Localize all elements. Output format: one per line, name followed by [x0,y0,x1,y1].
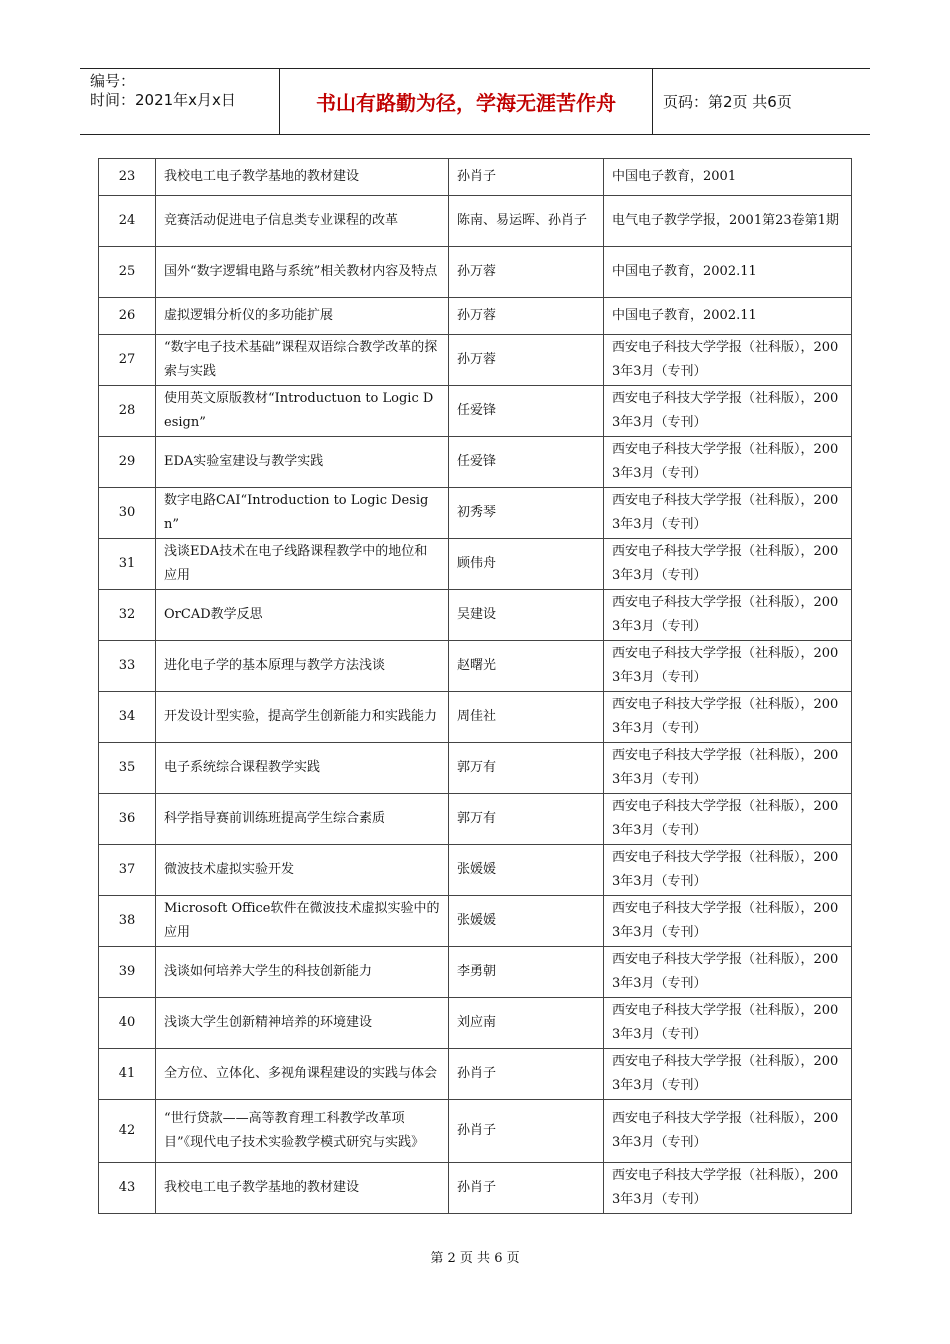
row-number: 36 [99,794,156,845]
row-number: 43 [99,1163,156,1214]
row-number: 30 [99,488,156,539]
row-author: 赵曙光 [449,641,604,692]
row-title: 科学指导赛前训练班提高学生综合素质 [156,794,449,845]
row-number: 23 [99,159,156,196]
row-author: 孙万蓉 [449,298,604,335]
row-source: 西安电子科技大学学报（社科版），2003年3月（专刊） [604,386,852,437]
table-row [99,488,852,539]
row-number: 34 [99,692,156,743]
row-author: 孙肖子 [449,1049,604,1100]
row-source: 西安电子科技大学学报（社科版），2003年3月（专刊） [604,1049,852,1100]
row-author: 孙万蓉 [449,247,604,298]
row-title: 虚拟逻辑分析仪的多功能扩展 [156,298,449,335]
row-number: 42 [99,1100,156,1163]
row-source: 中国电子教育，2002.11 [604,247,852,298]
row-source: 西安电子科技大学学报（社科版），2003年3月（专刊） [604,743,852,794]
header-motto: 书山有路勤为径，学海无涯苦作舟 [280,69,653,134]
table-row [99,196,852,247]
row-number: 37 [99,845,156,896]
publication-table [98,158,852,1214]
date-label: 时间：2021年x月x日 [90,91,236,109]
row-number: 41 [99,1049,156,1100]
table-row [99,1049,852,1100]
row-source: 西安电子科技大学学报（社科版），2003年3月（专刊） [604,488,852,539]
row-number: 28 [99,386,156,437]
row-source: 西安电子科技大学学报（社科版），2003年3月（专刊） [604,947,852,998]
row-number: 33 [99,641,156,692]
row-number: 39 [99,947,156,998]
row-number: 25 [99,247,156,298]
row-source: 西安电子科技大学学报（社科版），2003年3月（专刊） [604,845,852,896]
row-source: 西安电子科技大学学报（社科版），2003年3月（专刊） [604,794,852,845]
row-title: 全方位、立体化、多视角课程建设的实践与体会 [156,1049,449,1100]
row-title: 数字电路CAI“Introduction to Logic Design” [156,488,449,539]
row-title: 我校电工电子教学基地的教材建设 [156,159,449,196]
row-author: 孙肖子 [449,159,604,196]
header-meta [80,69,280,134]
row-source: 西安电子科技大学学报（社科版），2003年3月（专刊） [604,896,852,947]
row-author: 刘应南 [449,998,604,1049]
table-row [99,298,852,335]
row-number: 24 [99,196,156,247]
row-author: 孙万蓉 [449,335,604,386]
row-title: 微波技术虚拟实验开发 [156,845,449,896]
row-author: 孙肖子 [449,1100,604,1163]
code-label: 编号： [90,72,136,90]
row-source: 电气电子教学学报，2001第23卷第1期 [604,196,852,247]
table-row [99,335,852,386]
row-source: 西安电子科技大学学报（社科版），2003年3月（专刊） [604,998,852,1049]
table-row [99,743,852,794]
row-title: 浅谈EDA技术在电子线路课程教学中的地位和应用 [156,539,449,590]
row-author: 顾伟舟 [449,539,604,590]
row-source: 西安电子科技大学学报（社科版），2003年3月（专刊） [604,590,852,641]
row-author: 任爱锋 [449,437,604,488]
row-author: 孙肖子 [449,1163,604,1214]
row-title: 浅谈大学生创新精神培养的环境建设 [156,998,449,1049]
row-number: 26 [99,298,156,335]
row-source: 中国电子教育，2002.11 [604,298,852,335]
row-title: 国外“数字逻辑电路与系统”相关教材内容及特点 [156,247,449,298]
row-title: 电子系统综合课程教学实践 [156,743,449,794]
row-title: 开发设计型实验，提高学生创新能力和实践能力 [156,692,449,743]
row-number: 32 [99,590,156,641]
table-row [99,692,852,743]
row-author: 郭万有 [449,794,604,845]
row-number: 40 [99,998,156,1049]
row-source: 西安电子科技大学学报（社科版），2003年3月（专刊） [604,1163,852,1214]
table-row [99,947,852,998]
row-title: Microsoft Office软件在微波技术虚拟实验中的应用 [156,896,449,947]
table-row [99,641,852,692]
row-author: 郭万有 [449,743,604,794]
table-row [99,437,852,488]
table-row [99,998,852,1049]
table-row [99,896,852,947]
row-author: 陈南、易运晖、孙肖子 [449,196,604,247]
page-header [80,68,870,135]
table-row [99,386,852,437]
row-title: 使用英文原版教材“Introductuon to Logic Design” [156,386,449,437]
row-number: 31 [99,539,156,590]
table-row [99,1100,852,1163]
row-source: 西安电子科技大学学报（社科版），2003年3月（专刊） [604,437,852,488]
table-row [99,794,852,845]
row-number: 29 [99,437,156,488]
row-title: EDA实验室建设与教学实践 [156,437,449,488]
publication-table-body [99,159,852,1214]
row-source: 西安电子科技大学学报（社科版），2003年3月（专刊） [604,539,852,590]
row-source: 中国电子教育，2001 [604,159,852,196]
row-title: “世行贷款——高等教育理工科教学改革项目”《现代电子技术实验教学模式研究与实践》 [156,1100,449,1163]
table-row [99,247,852,298]
row-title: 浅谈如何培养大学生的科技创新能力 [156,947,449,998]
table-row [99,159,852,196]
row-author: 张媛媛 [449,896,604,947]
table-row [99,1163,852,1214]
row-title: 竞赛活动促进电子信息类专业课程的改革 [156,196,449,247]
row-source: 西安电子科技大学学报（社科版），2003年3月（专刊） [604,692,852,743]
row-title: 我校电工电子教学基地的教材建设 [156,1163,449,1214]
row-title: 进化电子学的基本原理与教学方法浅谈 [156,641,449,692]
row-title: “数字电子技术基础”课程双语综合教学改革的探索与实践 [156,335,449,386]
row-number: 27 [99,335,156,386]
row-number: 38 [99,896,156,947]
row-number: 35 [99,743,156,794]
table-row [99,539,852,590]
row-source: 西安电子科技大学学报（社科版），2003年3月（专刊） [604,641,852,692]
row-author: 任爱锋 [449,386,604,437]
row-author: 张媛媛 [449,845,604,896]
page-footer: 第 2 页 共 6 页 [430,1251,520,1266]
row-author: 李勇朝 [449,947,604,998]
row-author: 周佳社 [449,692,604,743]
table-row [99,845,852,896]
row-source: 西安电子科技大学学报（社科版），2003年3月（专刊） [604,335,852,386]
row-source: 西安电子科技大学学报（社科版），2003年3月（专刊） [604,1100,852,1163]
table-row [99,590,852,641]
header-page-label: 页码：第2页 共6页 [663,93,792,111]
row-title: OrCAD教学反思 [156,590,449,641]
row-author: 吴建设 [449,590,604,641]
row-author: 初秀琴 [449,488,604,539]
